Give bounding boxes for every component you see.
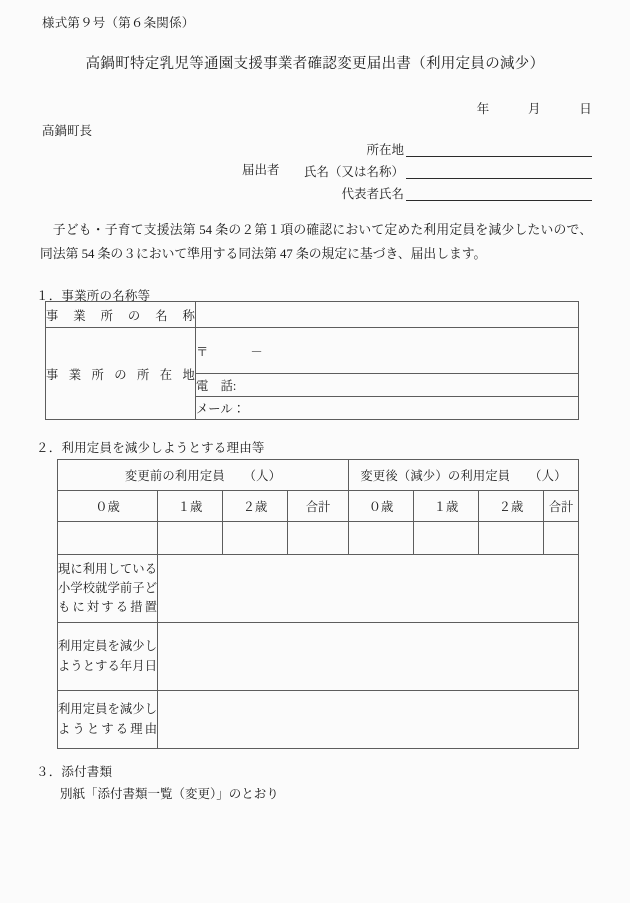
zip-dash: － xyxy=(250,344,263,359)
section3-sub: 別紙「添付書類一覧（変更）」のとおり xyxy=(60,787,279,801)
table-row xyxy=(58,491,579,522)
reduction-date-value[interactable] xyxy=(158,623,579,691)
capacity-value-after-age2[interactable] xyxy=(479,522,544,555)
capacity-value-before-age0[interactable] xyxy=(58,522,158,555)
capacity-value-after-age1[interactable] xyxy=(414,522,479,555)
section2-heading: ２．利用定員を減少しようとする理由等 xyxy=(36,441,265,455)
establishment-tel-cell[interactable]: 電 話: xyxy=(196,374,579,397)
table-row xyxy=(58,623,579,691)
declarant-label-location: 所在地 xyxy=(366,142,404,157)
capacity-col-before-age1: １歳 xyxy=(158,491,223,522)
declarant-prefix: 届出者 xyxy=(242,163,280,177)
declarant-input-name[interactable] xyxy=(406,162,592,179)
declarant-row-location xyxy=(40,136,592,158)
establishment-mail-cell[interactable]: メール： xyxy=(196,397,579,420)
capacity-col-before-age0: ０歳 xyxy=(58,491,158,522)
table-row xyxy=(58,522,579,555)
zip-symbol: 〒 xyxy=(196,344,209,359)
declarant-row-representative xyxy=(40,180,592,202)
capacity-value-before-age1[interactable] xyxy=(158,522,223,555)
declarant-label-representative: 代表者氏名 xyxy=(341,186,404,201)
reduction-reason-value[interactable] xyxy=(158,691,579,749)
capacity-col-after-age2: ２歳 xyxy=(479,491,544,522)
table-row xyxy=(58,691,579,749)
capacity-col-after-age0: ０歳 xyxy=(349,491,414,522)
addressee: 高鍋町長 xyxy=(42,124,93,138)
table-row xyxy=(58,555,579,623)
establishment-zip-cell[interactable] xyxy=(196,328,579,374)
capacity-col-after-age1: １歳 xyxy=(414,491,479,522)
establishment-name-value[interactable] xyxy=(196,302,579,328)
section1-heading: １．事業所の名称等 xyxy=(36,289,151,303)
capacity-value-after-age0[interactable] xyxy=(349,522,414,555)
body-paragraph: 子ども・子育て支援法第 54 条の２第１項の確認において定めた利用定員を減少したいので、同法第 54 条の３において準用する同法第 47 条の規定に基づき、届出します。 xyxy=(40,223,592,261)
capacity-col-before-age2: ２歳 xyxy=(223,491,288,522)
declarant-label-name: 氏名（又は名称） xyxy=(303,164,404,179)
form-number: 様式第９号（第６条関係） xyxy=(42,16,195,30)
declarant-input-representative[interactable] xyxy=(406,184,592,201)
capacity-value-before-age2[interactable] xyxy=(223,522,288,555)
capacity-value-before-total[interactable] xyxy=(288,522,349,555)
establishment-address-label: 事業所の所在地 xyxy=(46,328,196,420)
capacity-col-after-total: 合計 xyxy=(544,491,579,522)
declarant-input-location[interactable] xyxy=(406,140,592,157)
establishment-name-label: 事業所の名称 xyxy=(46,302,196,328)
establishment-table xyxy=(45,301,579,420)
reduction-date-label: 利用定員を減少しようとする年月日 xyxy=(58,623,158,691)
reduction-reason-label: 利用定員を減少しようとする理由 xyxy=(58,691,158,749)
measures-label: 現に利用している小学校就学前子どもに対する措置 xyxy=(58,555,158,623)
capacity-table xyxy=(57,459,579,749)
table-row xyxy=(46,302,579,328)
measures-value[interactable] xyxy=(158,555,579,623)
table-row xyxy=(46,328,579,374)
capacity-group-before: 変更前の利用定員 （人） xyxy=(58,460,349,491)
table-row xyxy=(58,460,579,491)
declarant-row-name xyxy=(40,158,592,180)
capacity-group-after: 変更後（減少）の利用定員 （人） xyxy=(349,460,579,491)
capacity-col-before-total: 合計 xyxy=(288,491,349,522)
section3-heading: ３．添付書類 xyxy=(36,765,113,779)
capacity-value-after-total[interactable] xyxy=(544,522,579,555)
date-line: 年 月 日 xyxy=(476,102,592,116)
page-title: 高鍋町特定乳児等通園支援事業者確認変更届出書（利用定員の減少） xyxy=(85,56,545,72)
declarant-block xyxy=(40,136,592,202)
